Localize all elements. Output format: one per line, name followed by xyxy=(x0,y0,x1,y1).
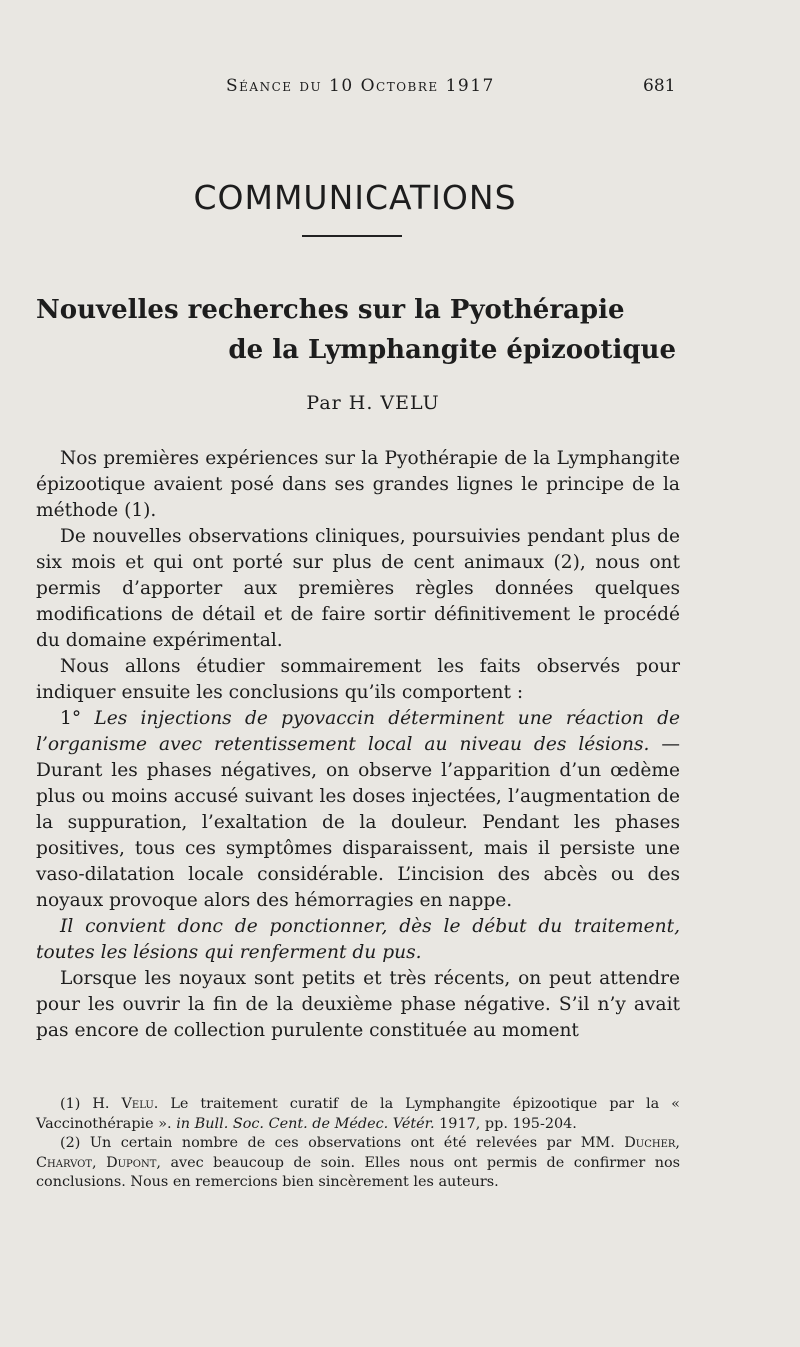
footnote-1-author: Velu xyxy=(121,1096,154,1112)
paragraph-4 xyxy=(36,706,680,914)
footnote-1-journal: in Bull. Soc. Cent. de Médec. Vétér. xyxy=(176,1115,435,1132)
footnote-2-name-3: Dupont xyxy=(106,1154,157,1171)
running-header xyxy=(0,76,800,100)
footnote-2-name-1: Ducher xyxy=(624,1135,676,1152)
footnote-2-name-2: Charvot xyxy=(36,1154,93,1171)
byline: Par H. VELU xyxy=(306,392,440,414)
article-body xyxy=(36,446,680,1044)
footnote-1-ref: 1917, pp. 195-204. xyxy=(439,1115,577,1132)
paragraph-1: Nos premières expériences sur la Pyothérapie de la Lymphangite épizootique avaient posé dans ses grandes lignes le principe de la méthode (1). xyxy=(36,448,680,521)
running-title: Séance du 10 Octobre 1917 xyxy=(226,76,495,96)
article-title-line2: de la Lymphangite épizootique xyxy=(228,335,676,365)
footnote-2-rest: , avec beaucoup de soin. Elles nous ont permis de confirmer nos conclusions. Nous en remercions bien sincèrement les auteurs. xyxy=(36,1154,681,1191)
title-rule xyxy=(302,235,402,237)
paragraph-4-number: 1° xyxy=(60,708,82,729)
paragraph-4-italic: Les injections de pyovaccin déterminent une réaction de l’organisme avec retentissement local au niveau des lésions. xyxy=(36,708,680,755)
footnotes xyxy=(36,1095,680,1193)
footnote-2: (2) Un certain nombre de ces observations ont été relevées par MM. Ducher, Charvot, Dupont, avec beaucoup de soin. Elles nous ont permis de confirmer nos conclusions. Nous en remercions bien sincèrement les auteurs. xyxy=(36,1135,681,1191)
paragraph-3: Nous allons étudier sommairement les faits observés pour indiquer ensuite les conclusions qu’ils comportent : xyxy=(36,656,680,703)
article-title xyxy=(36,290,676,370)
paragraph-5: Il convient donc de ponctionner, dès le début du traitement, toutes les lésions qui renferment du pus. xyxy=(36,916,680,963)
footnote-2-text: (2) Un certain nombre de ces observations ont été relevées par MM. xyxy=(60,1135,615,1152)
footnote-1-marker: (1) H. xyxy=(60,1096,110,1112)
footnote-1-text: . Le traitement curatif de la Lymphangite épizootique par la « Vaccinothérapie ». xyxy=(36,1096,680,1132)
page-number: 681 xyxy=(643,76,676,96)
paragraph-2: De nouvelles observations cliniques, poursuivies pendant plus de six mois et qui ont porté sur plus de cent animaux (2), nous ont permis d’apporter aux premières règles données quelques modifications de détail et de faire sortir définitivement le procédé du domaine expérimental. xyxy=(36,526,680,651)
footnote-1 xyxy=(36,1095,680,1134)
paragraph-4-rest: — Durant les phases négatives, on observe l’apparition d’un œdème plus ou moins accusé suivant les doses injectées, l’augmentation de la suppuration, l’exaltation de la douleur. Pendant les phases positives, tous ces symptômes disparaissent, mais il persiste une vaso-dilatation locale considérable. L’incision des abcès ou des noyaux provoque alors des hémorragies en nappe. xyxy=(36,734,680,911)
section-title: COMMUNICATIONS xyxy=(193,178,517,217)
paragraph-6: Lorsque les noyaux sont petits et très récents, on peut attendre pour les ouvrir la fin de la deuxième phase négative. S’il n’y avait pas encore de collection purulente constituée au moment xyxy=(36,968,680,1041)
article-title-line1: Nouvelles recherches sur la Pyothérapie xyxy=(36,295,625,325)
